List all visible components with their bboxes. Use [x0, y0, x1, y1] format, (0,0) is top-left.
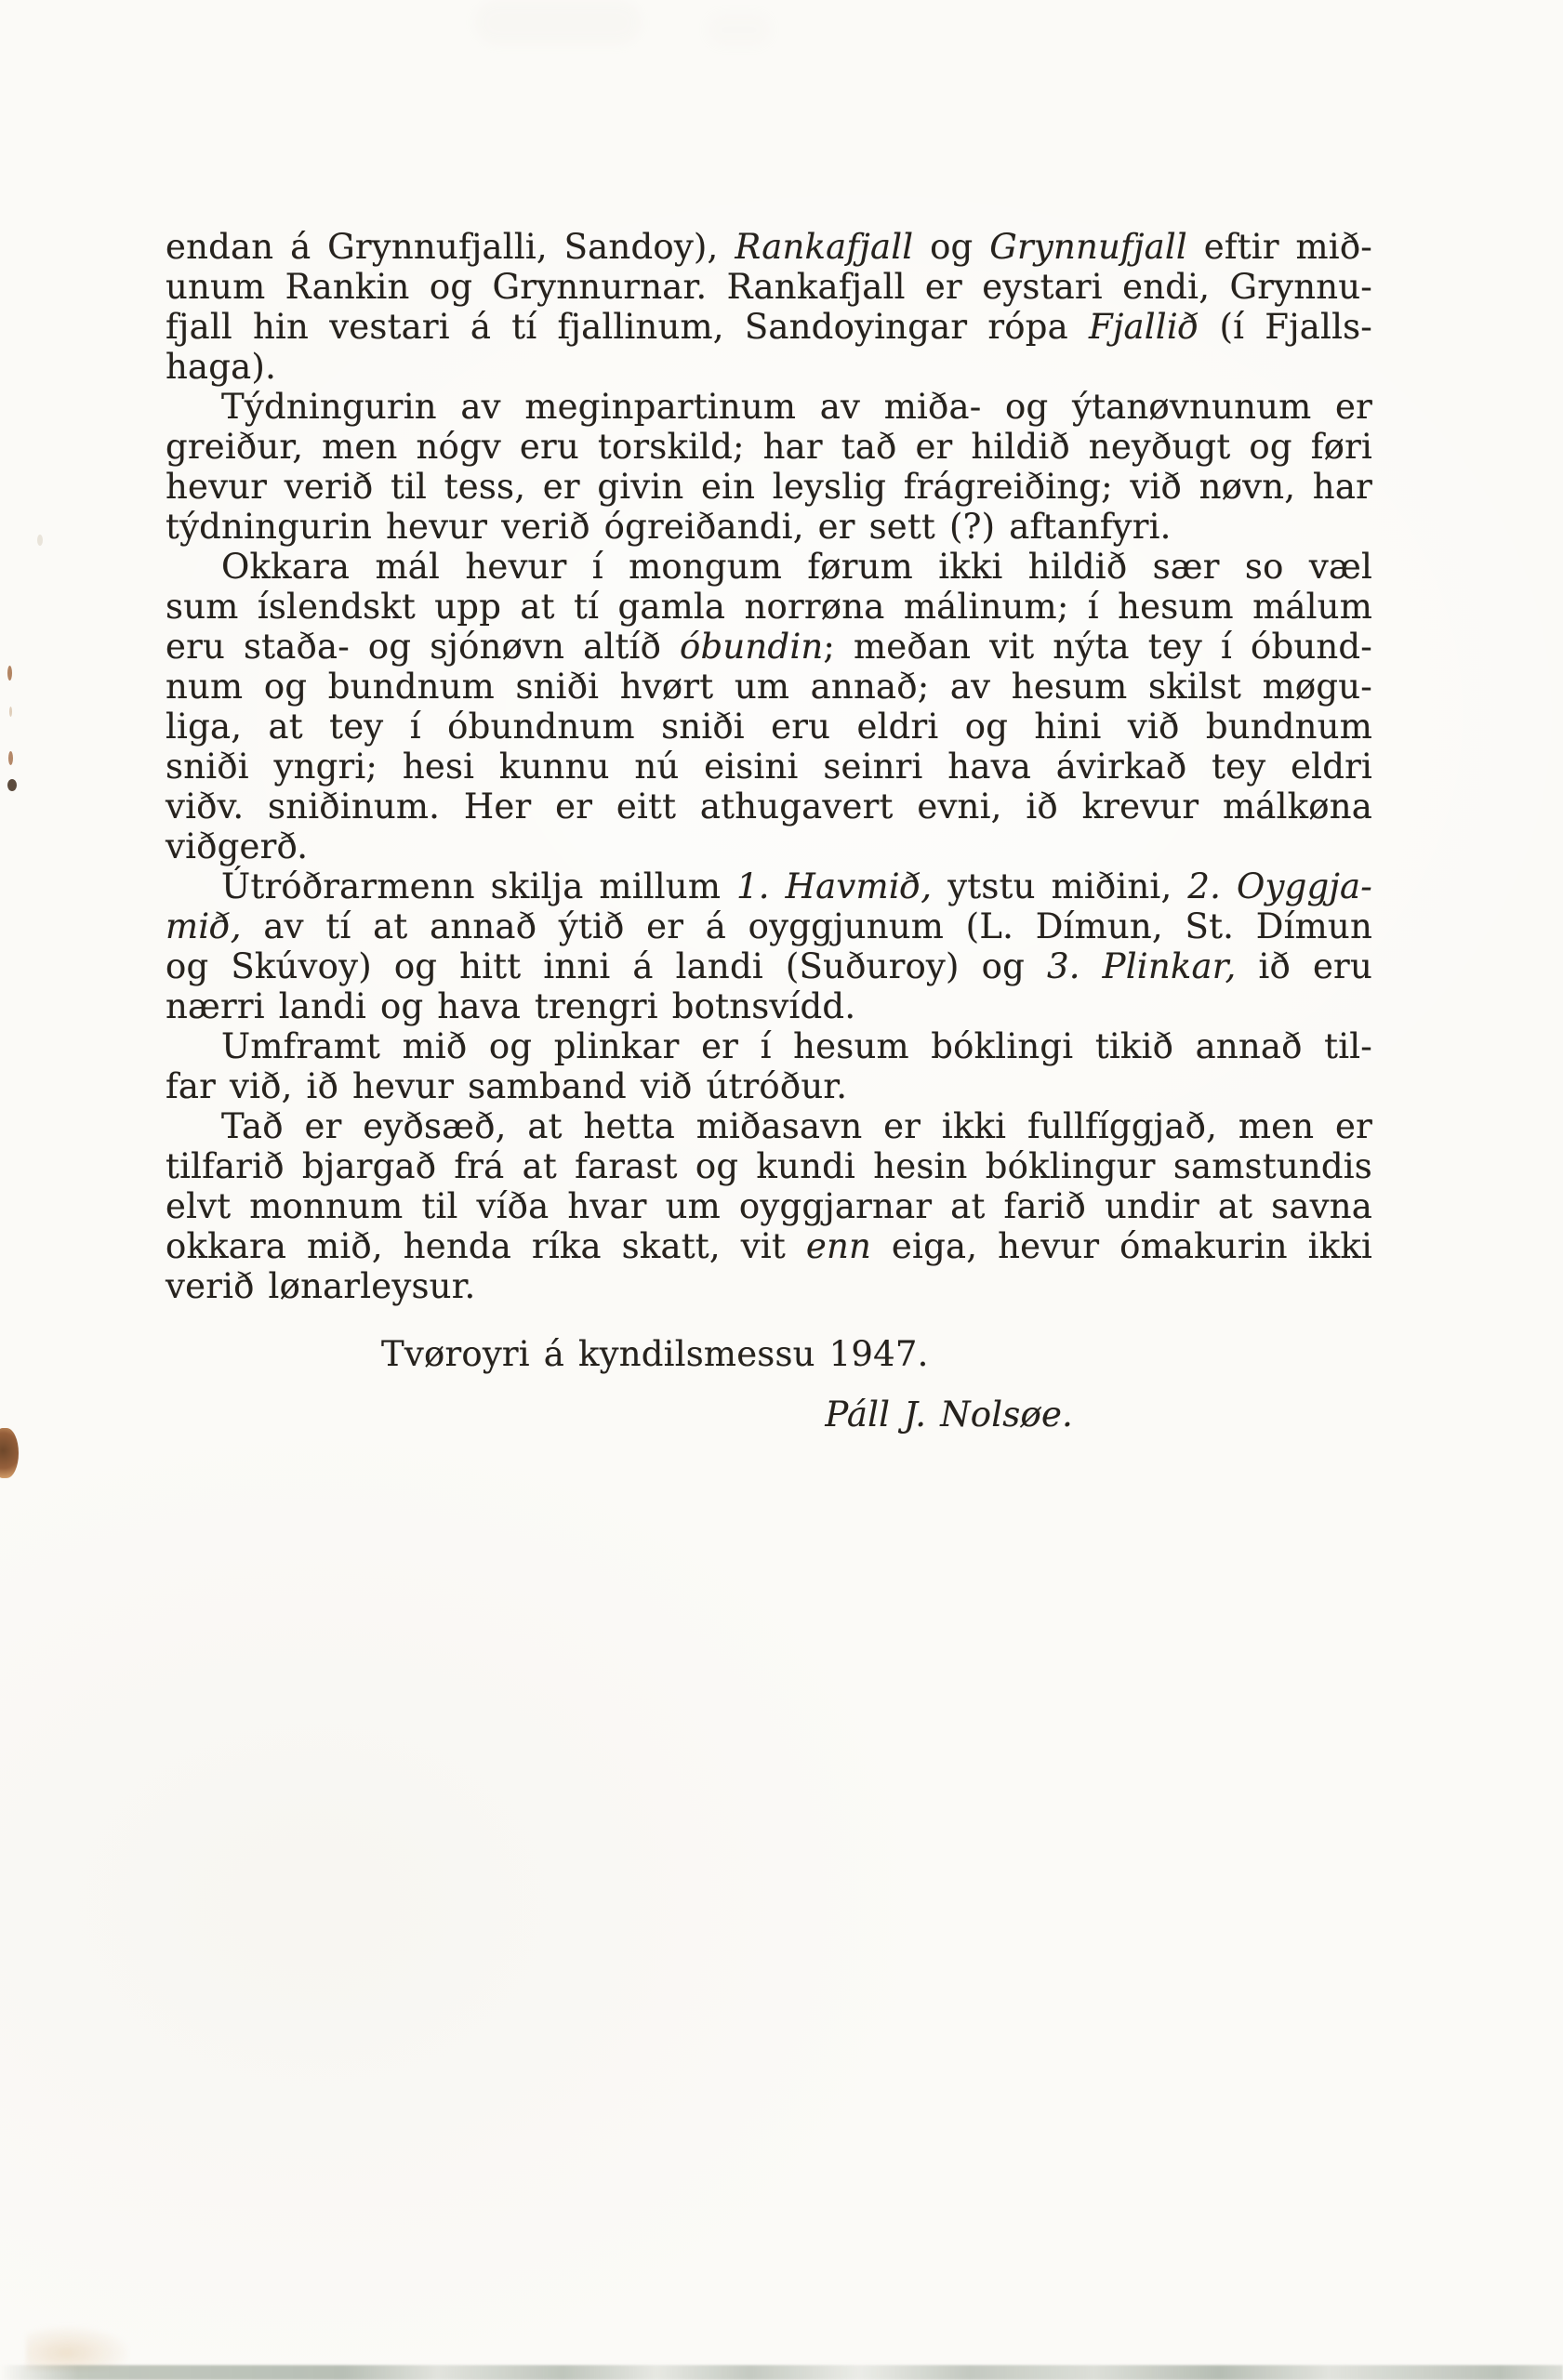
text-segment: far við, ið hevur samband við útróður.: [166, 1066, 848, 1106]
text-segment: Okkara mál hevur í mongum førum ikki hildið sær so væl: [221, 547, 1372, 587]
text-line: [166, 627, 1372, 667]
text-segment: viðv. sniðinum. Her er eitt athugavert evni, ið krevur málkøna: [166, 787, 1372, 826]
text-line: [166, 667, 1372, 707]
text-segment: ið eru: [1236, 946, 1372, 986]
text-line: [166, 707, 1372, 747]
text-block: [166, 227, 1372, 1435]
scan-edge-blot: [0, 1428, 19, 1478]
text-line: [166, 427, 1372, 467]
dateline: Tvøroyri á kyndilsmessu 1947.: [381, 1334, 929, 1374]
scan-speck: [7, 666, 12, 681]
scan-speck: [37, 535, 43, 546]
text-line: [166, 986, 1372, 1026]
text-segment: fjall hin vestari á tí fjallinum, Sandoyingar rópa: [166, 307, 1089, 347]
scanner-bottom-edge: [0, 2365, 1563, 2380]
text-line: [166, 1226, 1372, 1266]
scan-speck: [9, 707, 12, 717]
paragraphs-container: [166, 227, 1372, 1306]
text-line: [166, 787, 1372, 826]
text-line: [166, 1106, 1372, 1146]
text-segment: ; meðan vit nýta tey í óbund-: [823, 627, 1372, 667]
text-line: [166, 1026, 1372, 1066]
text-line: [166, 1186, 1372, 1226]
text-segment: eru staða- og sjónøvn altíð: [166, 627, 681, 667]
text-segment: tilfarið bjargað frá at farast og kundi hesin bóklingur samstundis: [166, 1146, 1372, 1186]
italic-text-segment: óbundin: [680, 627, 824, 667]
text-line: [166, 826, 1372, 866]
italic-text-segment: Grynnufjall: [989, 227, 1187, 267]
text-segment: unum Rankin og Grynnurnar. Rankafjall er eystari endi, Grynnu-: [166, 267, 1372, 307]
italic-text-segment: Fjallið: [1088, 307, 1199, 347]
text-segment: verið lønarleysur.: [166, 1266, 476, 1306]
text-segment: endan á Grynnufjalli, Sandoy),: [166, 227, 735, 267]
italic-text-segment: 3. Plinkar,: [1046, 946, 1237, 986]
text-segment: num og bundnum sniði hvørt um annað; av hesum skilst møgu-: [166, 667, 1372, 707]
scan-speck: [7, 779, 17, 791]
text-line: [166, 587, 1372, 627]
text-line: [166, 347, 1372, 387]
text-segment: týdningurin hevur verið ógreiðandi, er sett (?) aftanfyri.: [166, 507, 1172, 547]
text-segment: elvt monnum til víða hvar um oyggjarnar at farið undir at savna: [166, 1186, 1372, 1226]
signature: Páll J. Nolsøe.: [825, 1395, 1073, 1435]
text-line: [166, 547, 1372, 587]
text-segment: greiður, men nógv eru torskild; har tað er hildið neyðugt og føri: [166, 427, 1372, 467]
text-segment: Útróðrarmenn skilja millum: [221, 866, 737, 906]
text-line: [166, 946, 1372, 986]
text-segment: viðgerð.: [166, 826, 309, 866]
text-segment: eftir mið-: [1186, 227, 1372, 267]
scan-ghost-smudge: [707, 13, 772, 46]
text-segment: liga, at tey í óbundnum sniði eru eldri og hini við bundnum: [166, 707, 1372, 747]
text-line: [166, 747, 1372, 787]
text-segment: av tí at annað ýtið er á oyggjunum (L. Dímun, St. Dímun: [241, 906, 1372, 946]
text-segment: Umframt mið og plinkar er í hesum bóklingi tikið annað til-: [221, 1026, 1372, 1066]
text-line: [166, 906, 1372, 946]
text-segment: eiga, hevur ómakurin ikki: [871, 1226, 1372, 1266]
text-segment: (í Fjalls-: [1199, 307, 1372, 347]
text-segment: haga).: [166, 347, 277, 387]
text-segment: okkara mið, henda ríka skatt, vit: [166, 1226, 806, 1266]
text-segment: sniði yngri; hesi kunnu nú eisini seinri hava ávirkað tey eldri: [166, 747, 1372, 787]
text-line: [166, 1066, 1372, 1106]
text-line: [166, 227, 1372, 267]
text-line: [166, 1266, 1372, 1306]
text-segment: og Skúvoy) og hitt inni á landi (Suðuroy) og: [166, 946, 1047, 986]
scan-ghost-smudge: [474, 0, 642, 45]
scan-speck: [8, 751, 13, 765]
text-segment: Tað er eyðsæð, at hetta miðasavn er ikki fullfíggjað, men er: [221, 1106, 1372, 1146]
text-segment: ytstu miðini,: [932, 866, 1188, 906]
text-segment: Týdningurin av meginpartinum av miða- og ýtanøvnunum er: [221, 387, 1372, 427]
text-line: [166, 267, 1372, 307]
text-segment: og: [913, 227, 990, 267]
text-line: [166, 307, 1372, 347]
italic-text-segment: 2. Oyggja-: [1187, 866, 1373, 906]
text-line: [166, 866, 1372, 906]
italic-text-segment: Rankafjall: [735, 227, 914, 267]
scan-corner-smudge: [26, 2326, 128, 2371]
italic-text-segment: 1. Havmið,: [736, 866, 933, 906]
text-line: [166, 507, 1372, 547]
text-line: [166, 1146, 1372, 1186]
text-line: [166, 467, 1372, 507]
text-segment: hevur verið til tess, er givin ein leyslig frágreiðing; við nøvn, har: [166, 467, 1372, 507]
text-segment: sum íslendskt upp at tí gamla norrøna málinum; í hesum málum: [166, 587, 1372, 627]
text-segment: nærri landi og hava trengri botnsvídd.: [166, 986, 856, 1026]
italic-text-segment: mið,: [166, 906, 242, 946]
italic-text-segment: enn: [805, 1226, 872, 1266]
text-line: [166, 387, 1372, 427]
